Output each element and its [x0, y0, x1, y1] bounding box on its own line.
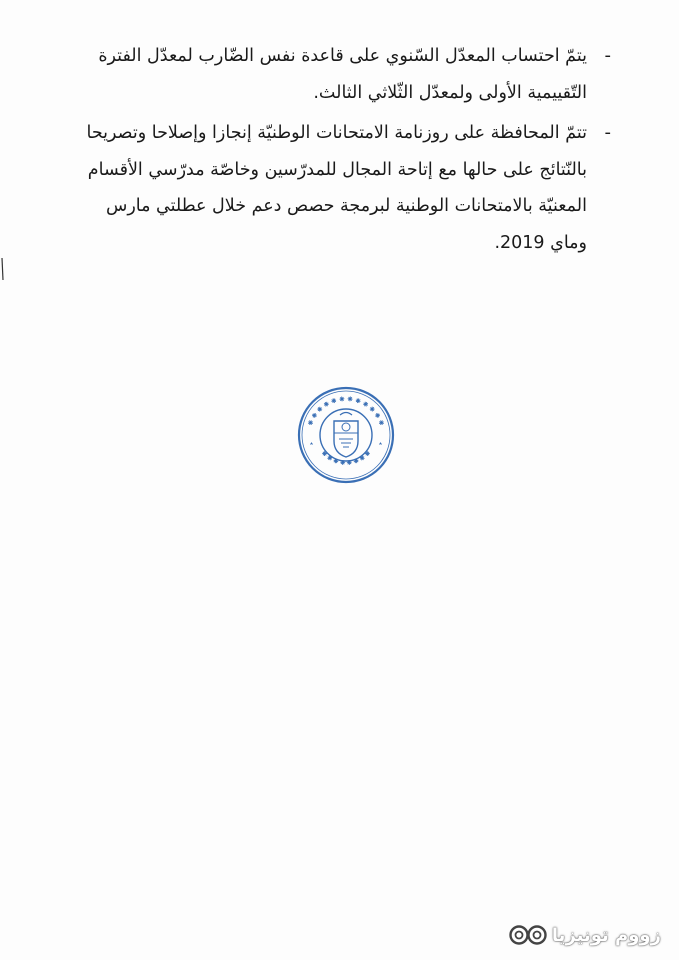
svg-text:⁕⁕⁕⁕⁕⁕⁕⁕: ⁕⁕⁕⁕⁕⁕⁕⁕: [317, 448, 375, 470]
scan-edge-mark: [0, 258, 4, 280]
bullet-marker: -: [604, 45, 611, 66]
document-body: [69, 38, 609, 265]
bullet-marker: -: [604, 122, 611, 143]
zoom-logo-icon: [508, 924, 548, 946]
official-seal-stamp: [296, 385, 396, 485]
bullet-text: يتمّ احتساب المعدّل السّنوي على قاعدة نفس الضّارب لمعدّل الفترة التّقييمية الأولى ولمعدّل الثّلاثي الثالث.: [98, 46, 587, 103]
svg-text:⁕⁕⁕⁕⁕⁕⁕⁕⁕⁕⁕⁕: ⁕⁕⁕⁕⁕⁕⁕⁕⁕⁕⁕⁕: [305, 394, 387, 429]
bullet-item-annual-average: [69, 38, 609, 111]
bullet-item-exam-calendar: [69, 115, 609, 261]
bullet-text: تتمّ المحافظة على روزنامة الامتحانات الوطنيّة إنجازا وإصلاحا وتصريحا بالنّتائج على حالها مع إتاحة المجال للمدرّسين وخاصّة مدرّسي الأقسام المعنيّة بالامتحانات الوطنية لبرمجة حصص دعم خلال عطلتي مارس وماي 2019.: [86, 123, 587, 253]
site-watermark: [508, 924, 661, 946]
watermark-text: زووم تونيزيا: [551, 924, 661, 946]
